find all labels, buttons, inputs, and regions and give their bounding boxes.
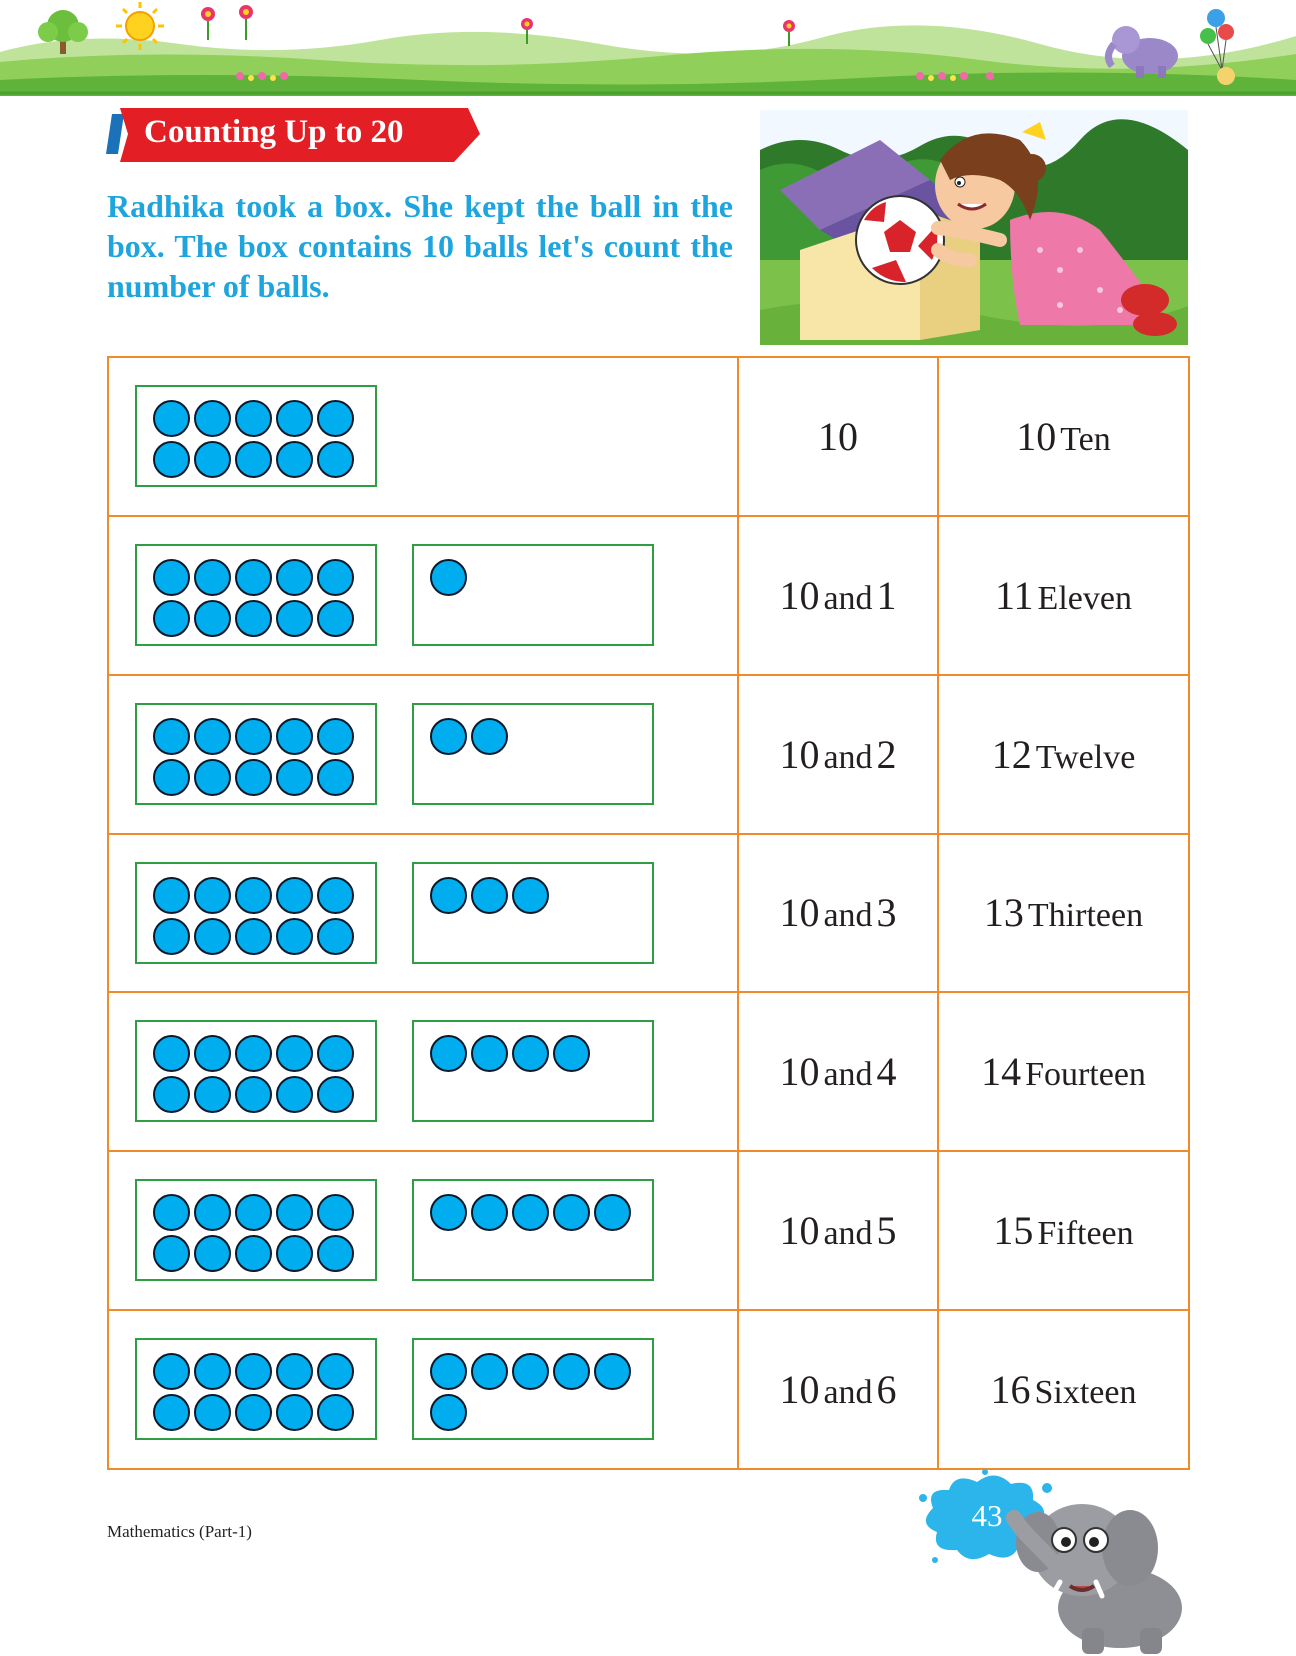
ball-icon	[317, 1076, 354, 1113]
number-word: Twelve	[1035, 738, 1136, 776]
and-label: and	[823, 1215, 873, 1253]
ball-icon	[153, 1076, 190, 1113]
number-cell	[938, 675, 1189, 834]
ball-icon	[276, 1035, 313, 1072]
ball-icon	[317, 1035, 354, 1072]
ball-icon	[471, 1035, 508, 1072]
number-word: Fifteen	[1037, 1215, 1134, 1253]
ball-icon	[276, 877, 313, 914]
ball-icon	[194, 1394, 231, 1431]
ball-icon	[153, 918, 190, 955]
number-cell	[938, 516, 1189, 675]
ball-icon	[235, 718, 272, 755]
ball-icon	[512, 1353, 549, 1390]
ball-icon	[276, 441, 313, 478]
balls-cell	[108, 675, 738, 834]
ball-icon	[194, 1353, 231, 1390]
ball-icon	[153, 400, 190, 437]
sum-cell	[738, 992, 938, 1151]
ones-frame	[412, 862, 654, 964]
table-row	[108, 1151, 1189, 1310]
ten-frame	[135, 1179, 377, 1281]
ball-icon	[317, 1194, 354, 1231]
ball-icon	[194, 1194, 231, 1231]
ten-frame	[135, 544, 377, 646]
ball-icon	[430, 718, 467, 755]
ball-icon	[194, 759, 231, 796]
ball-icon	[276, 1076, 313, 1113]
ball-icon	[317, 759, 354, 796]
ball-icon	[235, 1035, 272, 1072]
ones-frame	[412, 703, 654, 805]
ten-frame	[135, 1338, 377, 1440]
balls-cell	[108, 834, 738, 993]
sum-cell	[738, 834, 938, 993]
ball-icon	[317, 718, 354, 755]
ones-value: 6	[876, 1367, 897, 1413]
ten-frame	[135, 385, 377, 487]
ball-icon	[594, 1353, 631, 1390]
ball-icon	[194, 877, 231, 914]
and-label: and	[823, 579, 873, 617]
table-row	[108, 357, 1189, 516]
ball-icon	[276, 1353, 313, 1390]
number-word: Eleven	[1037, 579, 1132, 617]
and-label: and	[823, 1056, 873, 1094]
number-word: Ten	[1060, 420, 1111, 458]
ball-icon	[276, 1394, 313, 1431]
ones-value: 2	[876, 731, 897, 777]
and-label: and	[823, 897, 873, 935]
ball-icon	[153, 441, 190, 478]
balls-cell	[108, 357, 738, 516]
ball-icon	[235, 441, 272, 478]
ball-icon	[194, 1235, 231, 1272]
ones-value: 4	[876, 1049, 897, 1095]
book-title: Mathematics (Part-1)	[107, 1522, 252, 1541]
ball-icon	[235, 1394, 272, 1431]
number-value: 15	[993, 1208, 1034, 1254]
number-cell	[938, 992, 1189, 1151]
tens-value: 10	[779, 1049, 820, 1095]
ball-icon	[194, 918, 231, 955]
ball-icon	[153, 759, 190, 796]
counting-table	[107, 356, 1190, 1470]
balls-cell	[108, 516, 738, 675]
ball-icon	[276, 1235, 313, 1272]
ten-frame	[135, 703, 377, 805]
balls-cell	[108, 992, 738, 1151]
number-value: 11	[995, 572, 1034, 618]
ball-icon	[317, 600, 354, 637]
ball-icon	[153, 1353, 190, 1390]
ball-icon	[153, 1194, 190, 1231]
ones-value: 1	[876, 572, 897, 618]
tens-value: 10	[779, 1367, 820, 1413]
ball-icon	[235, 877, 272, 914]
tens-value: 10	[779, 890, 820, 936]
elephant-mascot-icon	[990, 1478, 1200, 1656]
ball-icon	[553, 1035, 590, 1072]
sum-cell	[738, 675, 938, 834]
ball-icon	[194, 559, 231, 596]
ball-icon	[276, 559, 313, 596]
table-row	[108, 992, 1189, 1151]
ball-icon	[276, 718, 313, 755]
ball-icon	[235, 759, 272, 796]
number-cell	[938, 357, 1189, 516]
ones-value: 3	[876, 890, 897, 936]
ball-icon	[153, 1394, 190, 1431]
ball-icon	[276, 600, 313, 637]
ones-value: 5	[876, 1208, 897, 1254]
table-row	[108, 675, 1189, 834]
sum-cell	[738, 1151, 938, 1310]
ball-icon	[594, 1194, 631, 1231]
ball-icon	[317, 1353, 354, 1390]
ball-icon	[235, 918, 272, 955]
section-title-tag	[106, 106, 481, 166]
ball-icon	[317, 441, 354, 478]
ball-icon	[153, 559, 190, 596]
ball-icon	[194, 1035, 231, 1072]
tens-value: 10	[818, 413, 858, 459]
number-cell	[938, 1151, 1189, 1310]
number-value: 12	[991, 731, 1032, 777]
number-cell	[938, 1310, 1189, 1469]
ball-icon	[317, 918, 354, 955]
page-number: 43	[971, 1498, 1003, 1533]
sum-cell	[738, 516, 938, 675]
ball-icon	[235, 1353, 272, 1390]
number-cell	[938, 834, 1189, 993]
table-row	[108, 516, 1189, 675]
tens-value: 10	[779, 1208, 820, 1254]
tens-value: 10	[779, 731, 820, 777]
ball-icon	[430, 1394, 467, 1431]
ball-icon	[553, 1194, 590, 1231]
balls-cell	[108, 1151, 738, 1310]
ball-icon	[194, 1076, 231, 1113]
intro-paragraph: Radhika took a box. She kept the ball in the box. The box contains 10 balls let's count the number of balls.	[107, 188, 733, 304]
ball-icon	[235, 1194, 272, 1231]
sum-cell	[738, 357, 938, 516]
ball-icon	[430, 877, 467, 914]
ball-icon	[317, 1235, 354, 1272]
meadow-banner	[0, 0, 1296, 96]
ball-icon	[276, 400, 313, 437]
ball-icon	[194, 600, 231, 637]
ball-icon	[153, 600, 190, 637]
ball-icon	[553, 1353, 590, 1390]
number-value: 13	[983, 890, 1024, 936]
ball-icon	[235, 1076, 272, 1113]
ball-icon	[194, 718, 231, 755]
ones-frame	[412, 1179, 654, 1281]
ball-icon	[430, 559, 467, 596]
and-label: and	[823, 738, 873, 776]
ball-icon	[430, 1353, 467, 1390]
number-word: Fourteen	[1025, 1056, 1146, 1094]
ten-frame	[135, 1020, 377, 1122]
ball-icon	[512, 1194, 549, 1231]
table-row	[108, 834, 1189, 993]
ball-icon	[235, 400, 272, 437]
ball-icon	[235, 1235, 272, 1272]
ten-frame	[135, 862, 377, 964]
ball-icon	[194, 441, 231, 478]
ball-icon	[235, 600, 272, 637]
number-word: Thirteen	[1027, 897, 1144, 935]
sum-cell	[738, 1310, 938, 1469]
ball-icon	[317, 400, 354, 437]
tens-value: 10	[779, 572, 820, 618]
balls-cell	[108, 1310, 738, 1469]
and-label: and	[823, 1374, 873, 1412]
ball-icon	[276, 918, 313, 955]
ball-icon	[512, 1035, 549, 1072]
ball-icon	[471, 1194, 508, 1231]
ball-icon	[235, 559, 272, 596]
ball-icon	[512, 877, 549, 914]
ball-icon	[471, 1353, 508, 1390]
ball-icon	[153, 1035, 190, 1072]
ball-icon	[471, 718, 508, 755]
ball-icon	[276, 759, 313, 796]
section-title: Counting Up to 20	[144, 114, 404, 150]
ball-icon	[317, 559, 354, 596]
table-row	[108, 1310, 1189, 1469]
ball-icon	[430, 1194, 467, 1231]
ball-icon	[194, 400, 231, 437]
ball-icon	[430, 1035, 467, 1072]
ball-icon	[317, 1394, 354, 1431]
number-value: 16	[990, 1367, 1031, 1413]
girl-with-ball-illustration	[760, 110, 1188, 345]
ball-icon	[153, 877, 190, 914]
number-value: 14	[981, 1049, 1022, 1095]
ones-frame	[412, 544, 654, 646]
ball-icon	[153, 1235, 190, 1272]
ball-icon	[153, 718, 190, 755]
number-value: 10	[1016, 413, 1057, 459]
number-word: Sixteen	[1034, 1374, 1137, 1412]
ones-frame	[412, 1020, 654, 1122]
ball-icon	[471, 877, 508, 914]
ball-icon	[317, 877, 354, 914]
ones-frame	[412, 1338, 654, 1440]
ball-icon	[276, 1194, 313, 1231]
